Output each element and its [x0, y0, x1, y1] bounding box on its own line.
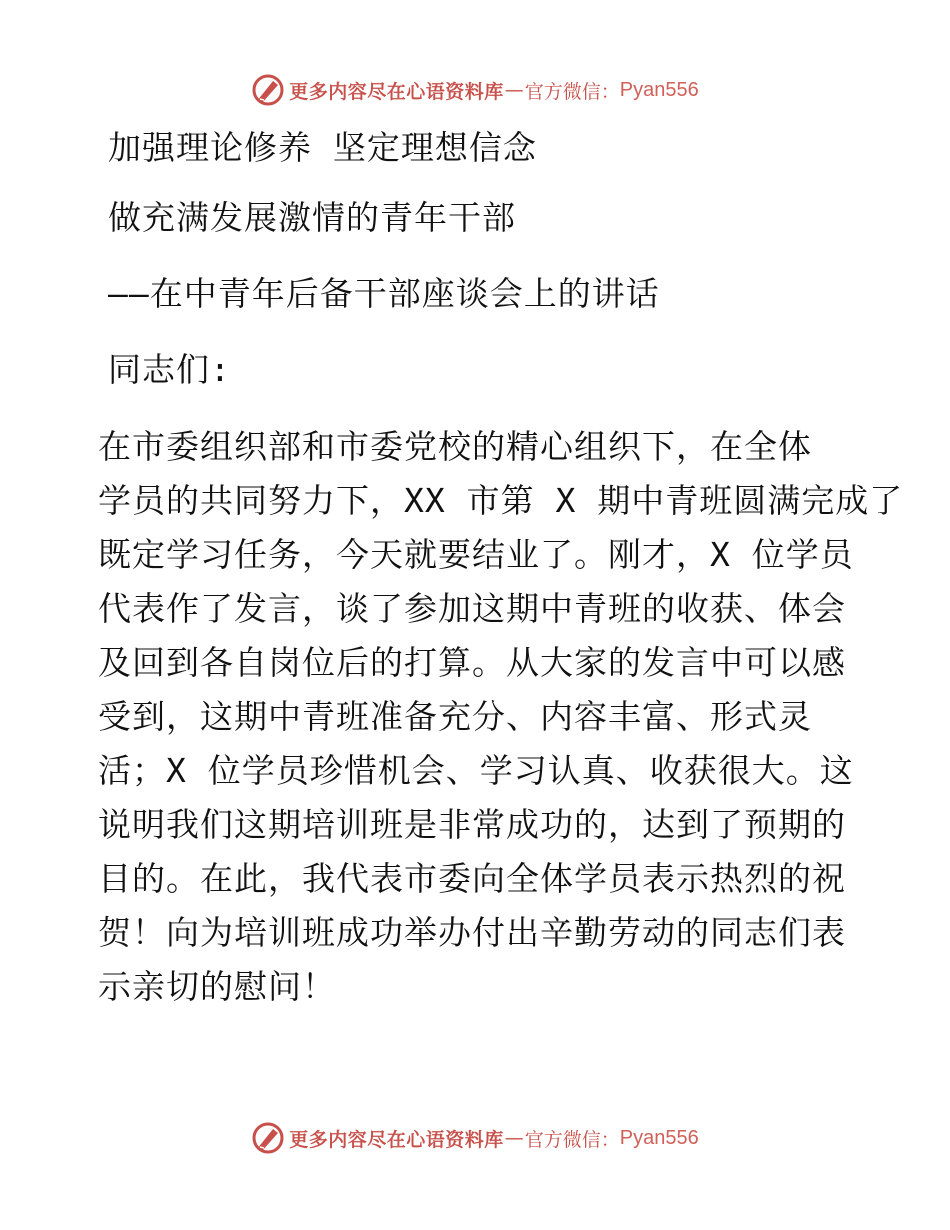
wechat-id: Pyan556	[619, 1126, 699, 1149]
pen-nib-logo-icon	[251, 1121, 285, 1155]
body-paragraph	[98, 420, 904, 1014]
separator: —	[504, 1127, 524, 1149]
wechat-label: 官方微信：	[524, 1128, 620, 1151]
pen-nib-logo-icon	[251, 73, 285, 107]
paragraph-line: 目的。在此，我代表市委向全体学员表示热烈的祝	[98, 859, 846, 898]
footer-watermark	[0, 1118, 950, 1158]
paragraph-line: 示亲切的慰问！	[98, 967, 336, 1006]
document-title-line-2: 做充满发展激情的青年干部	[108, 198, 516, 237]
document-subtitle: ——在中青年后备干部座谈会上的讲话	[108, 274, 660, 313]
paragraph-line: 学员的共同努力下，XX 市第 X 期中青班圆满完成了	[98, 481, 904, 520]
paragraph-line: 代表作了发言，谈了参加这期中青班的收获、体会	[98, 589, 846, 628]
paragraph-line: 贺！向为培训班成功举办付出辛勤劳动的同志们表	[98, 913, 846, 952]
paragraph-line: 既定学习任务，今天就要结业了。刚才，X 位学员	[98, 535, 854, 574]
document-title-line-1: 加强理论修养 坚定理想信念	[108, 128, 537, 167]
wechat-id: Pyan556	[619, 78, 699, 101]
library-text: 更多内容尽在心语资料库	[289, 1128, 504, 1151]
library-text: 更多内容尽在心语资料库	[289, 80, 504, 103]
header-watermark	[0, 70, 950, 110]
paragraph-line: 受到，这期中青班准备充分、内容丰富、形式灵	[98, 697, 812, 736]
paragraph-line: 活；X 位学员珍惜机会、学习认真、收获很大。这	[98, 751, 854, 790]
separator: —	[504, 79, 524, 101]
salutation: 同志们:	[108, 350, 231, 389]
paragraph-line: 及回到各自岗位后的打算。从大家的发言中可以感	[98, 643, 846, 682]
paragraph-line: 说明我们这期培训班是非常成功的，达到了预期的	[98, 805, 846, 844]
paragraph-line: 在市委组织部和市委党校的精心组织下，在全体	[98, 427, 812, 466]
wechat-label: 官方微信：	[524, 80, 620, 103]
